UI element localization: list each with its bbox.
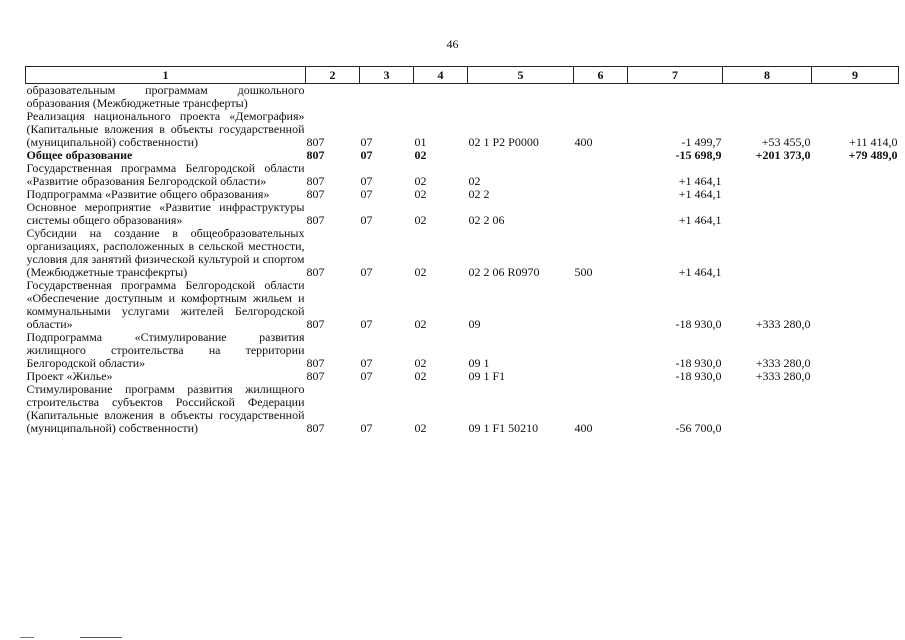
row-amount-col8: +333 280,0 [755,317,811,331]
row-code-expense-type: 400 [574,135,593,149]
row-name: образовательным программам дошкольного образования (Межбюджетные трансферты) [26,83,305,110]
row-code-section: 07 [360,135,373,149]
row-amount-col9 [812,279,899,331]
budget-table [25,66,899,435]
row-code-article: 09 1 F1 [468,369,506,383]
row-amount-col7: -18 930,0 [675,356,722,370]
row-amount-col8 [723,162,812,188]
row-code-section: 07 [360,187,373,201]
row-amount-col7: -15 698,9 [675,148,722,162]
row-code-subsection: 02 [414,421,427,435]
table-row [26,227,899,279]
row-code-article: 02 [468,174,481,188]
row-amount-col8 [723,84,812,111]
row-code-expense-type [574,149,628,162]
row-code-ministry: 807 [306,369,325,383]
row-code-expense-type [574,370,628,383]
page-number: 46 [446,37,459,51]
row-amount-col9: +11 414,0 [849,135,898,149]
row-amount-col7: +1 464,1 [678,213,722,227]
header-col-6: 6 [574,67,628,84]
row-code-expense-type [574,201,628,227]
row-amount-col7: +1 464,1 [678,187,722,201]
row-code-section: 07 [360,356,373,370]
row-code-subsection: 02 [414,369,427,383]
row-code-ministry: 807 [306,135,325,149]
row-code-article: 09 [468,317,481,331]
table-row [26,201,899,227]
row-code-expense-type [574,162,628,188]
row-amount-col7: -1 499,7 [681,135,722,149]
table-row [26,84,899,111]
row-code-subsection [414,84,468,111]
row-code-subsection: 02 [414,265,427,279]
scan-artifact [80,637,122,638]
row-amount-col7: +1 464,1 [678,265,722,279]
row-code-section: 07 [360,213,373,227]
row-code-section: 07 [360,369,373,383]
row-code-ministry [306,84,360,111]
table-row [26,383,899,435]
row-code-ministry: 807 [306,317,325,331]
row-code-subsection: 02 [414,187,427,201]
row-code-subsection: 02 [414,148,427,162]
row-code-article: 02 2 06 R0970 [468,265,540,279]
row-code-subsection: 02 [414,174,427,188]
row-code-ministry: 807 [306,356,325,370]
row-amount-col8: +333 280,0 [755,356,811,370]
row-code-subsection: 02 [414,317,427,331]
row-code-expense-type [574,331,628,370]
row-amount-col9 [812,162,899,188]
row-code-ministry: 807 [306,148,325,162]
row-name: Основное мероприятие «Развитие инфраструктуры системы общего образования» [26,200,305,227]
row-code-section: 07 [360,148,373,162]
row-code-section: 07 [360,265,373,279]
row-amount-col7: -18 930,0 [675,369,722,383]
row-code-section: 07 [360,317,373,331]
row-code-expense-type [574,279,628,331]
row-code-article [468,84,574,111]
header-col-2: 2 [306,67,360,84]
row-amount-col8 [723,188,812,201]
row-code-expense-type: 500 [574,265,593,279]
row-amount-col8: +53 455,0 [761,135,811,149]
table-row [26,110,899,149]
row-name: Подпрограмма «Развитие общего образования» [26,187,270,201]
row-amount-col8 [723,227,812,279]
row-amount-col7: -56 700,0 [675,421,722,435]
row-code-article: 09 1 [468,356,490,370]
row-amount-col9 [812,370,899,383]
row-amount-col8 [723,383,812,435]
row-code-ministry: 807 [306,265,325,279]
row-amount-col9 [812,227,899,279]
table-row [26,331,899,370]
row-amount-col8 [723,201,812,227]
row-code-article: 09 1 F1 50210 [468,421,539,435]
row-name: Государственная программа Белгородской области «Обеспечение доступным и комфортным жильем и коммунальными услугами жителей Белгородской области» [26,278,305,331]
header-col-7: 7 [628,67,723,84]
header-row [26,67,899,84]
row-code-section: 07 [360,421,373,435]
row-code-subsection: 02 [414,213,427,227]
table-row [26,162,899,188]
row-code-subsection: 02 [414,356,427,370]
row-code-subsection: 01 [414,135,427,149]
scan-artifact [20,637,34,638]
row-amount-col8: +201 373,0 [755,148,811,162]
row-code-article: 02 2 06 [468,213,505,227]
row-code-article: 02 2 [468,187,490,201]
row-name: Подпрограмма «Стимулирование развития жилищного строительства на территории Белгородской области» [26,330,305,370]
row-amount-col9 [812,383,899,435]
row-code-ministry: 807 [306,421,325,435]
row-code-article: 02 1 P2 P0000 [468,135,539,149]
row-code-article [468,149,574,162]
row-amount-col8: +333 280,0 [755,369,811,383]
header-col-9: 9 [812,67,899,84]
row-amount-col7: -18 930,0 [675,317,722,331]
row-name: Общее образование [26,148,133,162]
row-code-expense-type [574,84,628,111]
row-amount-col7: +1 464,1 [678,174,722,188]
row-code-ministry: 807 [306,174,325,188]
header-col-4: 4 [414,67,468,84]
row-code-section [360,84,414,111]
table-body [26,84,899,436]
header-col-5: 5 [468,67,574,84]
row-code-section: 07 [360,174,373,188]
table-row [26,279,899,331]
row-amount-col9 [812,331,899,370]
row-amount-col9 [812,84,899,111]
header-col-8: 8 [723,67,812,84]
row-code-expense-type [574,188,628,201]
row-name: Реализация национального проекта «Демография» (Капитальные вложения в объекты государственной (муниципальной) собственности) [26,109,305,149]
row-code-ministry: 807 [306,213,325,227]
row-code-expense-type: 400 [574,421,593,435]
header-col-1: 1 [26,67,306,84]
row-name: Государственная программа Белгородской области «Развитие образования Белгородской области» [26,161,305,188]
row-name: Проект «Жилье» [26,369,113,383]
header-col-3: 3 [360,67,414,84]
row-code-ministry: 807 [306,187,325,201]
row-name: Стимулирование программ развития жилищного строительства субъектов Российской Федерации (Капитальные вложения в объекты государственной (муниципальной) собственности) [26,382,305,435]
row-name: Субсидии на создание в общеобразовательных организациях, расположенных в сельской местности, условия для занятий физической культурой и спортом (Межбюджетные трансфекрты) [26,226,305,279]
row-amount-col9 [812,188,899,201]
row-amount-col9: +79 489,0 [848,148,898,162]
row-amount-col7 [628,84,723,111]
row-amount-col9 [812,201,899,227]
